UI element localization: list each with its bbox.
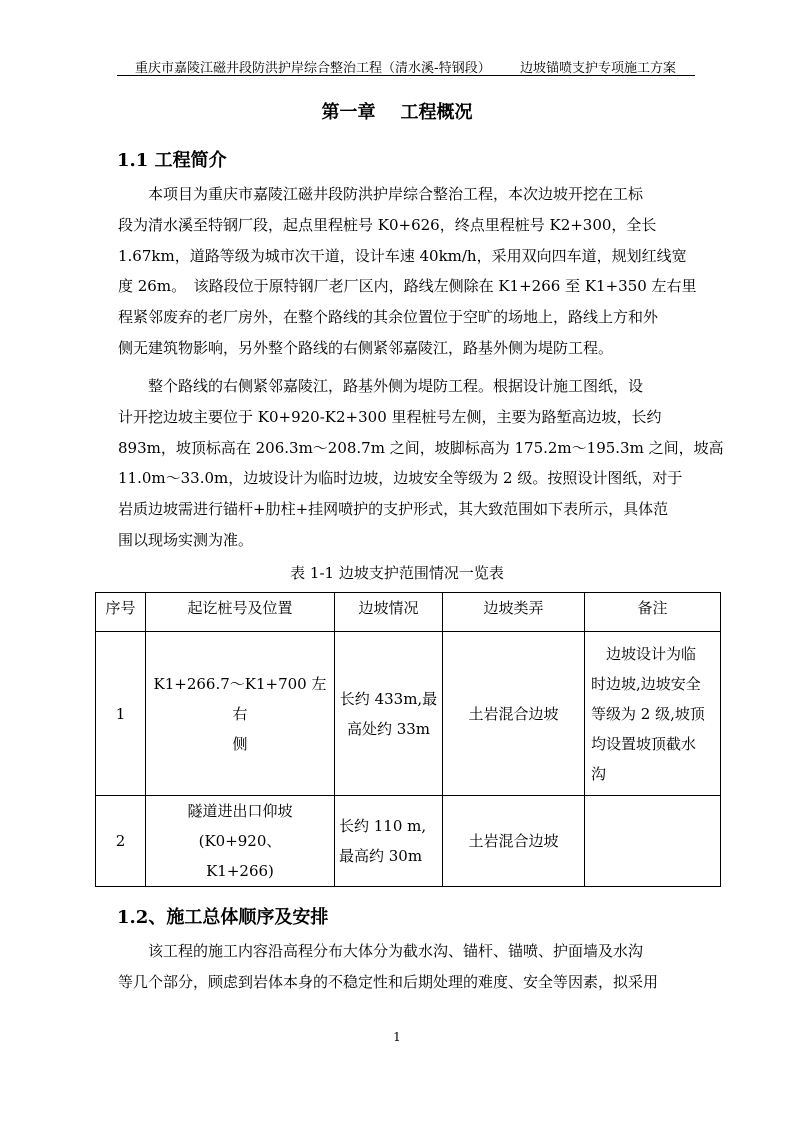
cell-line: 时边坡,边坡安全 [591, 674, 701, 693]
cell-no: 1 [96, 632, 146, 796]
cell-line: K1+266.7～K1+700 左右 [153, 674, 327, 723]
text-line: 整个路线的右侧紧邻嘉陵江，路基外侧为堤防工程。根据设计施工图纸，设 [118, 377, 644, 395]
table-caption: 表 1-1 边坡支护范围情况一览表 [290, 564, 504, 582]
header-divider [117, 75, 695, 76]
cell-note [585, 796, 721, 887]
table-header-row [96, 593, 721, 632]
section-heading-1-1: 1.1 工程简介 [117, 150, 227, 171]
table-row [96, 632, 721, 796]
header-cell-note: 备注 [585, 593, 721, 632]
header-project-name: 重庆市嘉陵江磁井段防洪护岸综合整治工程（清水溪-特钢段） [135, 61, 491, 76]
cell-line: 最高约 30m [339, 847, 423, 865]
header-cell-type: 边坡类弄 [443, 593, 585, 632]
section-1-1-paragraph-2 [118, 371, 724, 556]
table-row [96, 796, 721, 887]
section-1-2-paragraph [118, 936, 698, 998]
page-number: 1 [393, 1030, 401, 1044]
cell-type: 土岩混合边坡 [443, 796, 585, 887]
chapter-title: 第一章 工程概况 [321, 102, 473, 123]
section-1-1-paragraph-1 [118, 179, 698, 364]
cell-no: 2 [96, 796, 146, 887]
cell-condition [335, 632, 443, 796]
text-line: 度 26m。 该路段位于原特钢厂老厂区内，路线左侧除在 K1+266 至 K1+350 左右里 [118, 277, 697, 296]
text-line: 程紧邻废弃的老厂房外，在整个路线的其余位置位于空旷的场地上，路线上方和外 [118, 308, 659, 327]
cell-location [146, 796, 335, 887]
header-document-name: 边坡锚喷支护专项施工方案 [520, 61, 677, 76]
cell-line: 长约 110 m, [339, 817, 427, 835]
text-line: 岩质边坡需进行锚杆+肋柱+挂网喷护的支护形式，其大致范围如下表所示，具体范 [118, 500, 669, 519]
text-line: 等几个部分，顾虑到岩体本身的不稳定性和后期处理的难度、安全等因素，拟采用 [118, 972, 659, 991]
cell-line: 高处约 33m [346, 719, 431, 738]
cell-line: 隧道进出口仰坡(K0+920、 [187, 802, 293, 850]
text-line: 1.67km，道路等级为城市次干道，设计车速 40km/h，采用双向四车道，规划红线宽 [118, 246, 687, 265]
header-cell-condition: 边坡情况 [335, 593, 443, 632]
section-heading-1-2: 1.2、施工总体顺序及安排 [117, 907, 329, 928]
slope-support-table [95, 592, 721, 887]
cell-line: 边坡设计为临 [591, 644, 697, 663]
text-line: 本项目为重庆市嘉陵江磁井段防洪护岸综合整治工程，本次边坡开挖在工标 [118, 185, 644, 203]
cell-type: 土岩混合边坡 [443, 632, 585, 796]
text-line: 侧无建筑物影响，另外整个路线的右侧紧邻嘉陵江，路基外侧为堤防工程。 [118, 338, 614, 357]
text-line: 计开挖边坡主要位于 K0+920-K2+300 里程桩号左侧，主要为路堑高边坡，长约 [118, 407, 662, 426]
cell-note [585, 632, 721, 796]
cell-line: 侧 [232, 734, 248, 753]
cell-location [146, 632, 335, 796]
cell-line: K1+266) [206, 862, 274, 880]
text-line: 该工程的施工内容沿高程分布大体分为截水沟、锚杆、锚喷、护面墙及水沟 [118, 942, 644, 960]
cell-line: 沟 [591, 764, 607, 783]
header-cell-no: 序号 [96, 593, 146, 632]
text-line: 893m，坡顶标高在 206.3m～208.7m 之间，坡脚标高为 175.2m～195.3m 之间，坡高 [118, 438, 724, 457]
cell-condition [335, 796, 443, 887]
text-line: 段为清水溪至特钢厂段，起点里程桩号 K0+626，终点里程桩号 K2+300，全长 [118, 215, 657, 234]
text-line: 11.0m～33.0m，边坡设计为临时边坡，边坡安全等级为 2 级。按照设计图纸，对于 [118, 469, 683, 488]
header-cell-location: 起讫桩号及位置 [146, 593, 335, 632]
text-line: 围以现场实测为准。 [118, 530, 254, 549]
cell-line: 等级为 2 级,坡顶 [591, 704, 705, 723]
cell-line: 长约 433m,最 [339, 689, 438, 708]
cell-line: 均设置坡顶截水 [591, 734, 697, 753]
